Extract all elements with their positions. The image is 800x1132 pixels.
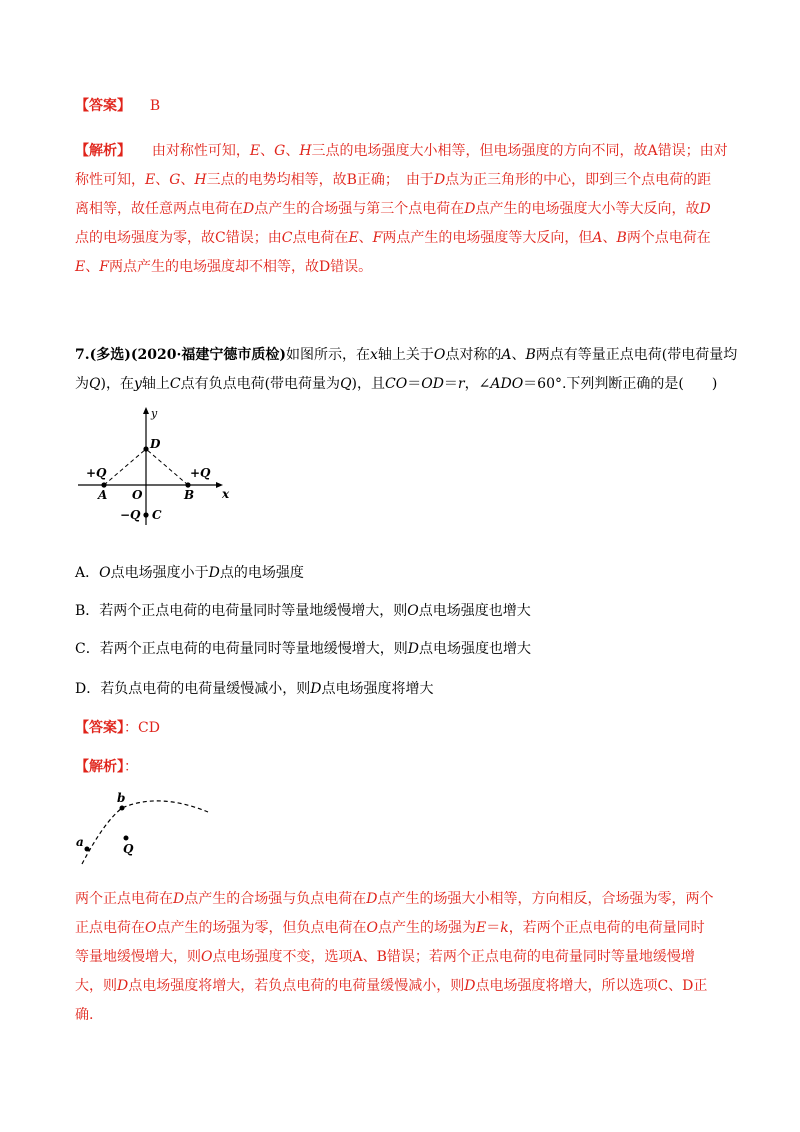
answer-label: 【答案】 [75,98,131,114]
label-B: B [184,488,195,502]
analysis-1-line-3: 点的电场强度为零，故C错误；由C点电荷在E、F两点产生的电场强度等大反向，但A、B两个点电荷在 [75,230,711,246]
label-plusQ-left: +Q [86,466,107,480]
y-axis-arrow [143,407,149,414]
analysis-label: 【解析】 [75,143,131,159]
label-A: A [98,488,108,502]
label-Q: Q [123,842,134,856]
analysis-2-header: 【解析】： [75,759,138,775]
label-O: O [132,488,143,502]
analysis-2-line-2: 等量地缓慢增大，则O点电场强度不变，选项A、B错误；若两个正点电荷的电荷量同时等量地缓慢增 [75,949,695,965]
analysis-2-line-1: 正点电荷在O点产生的场强为零，但负点电荷在O点产生的场强为E＝k，若两个正点电荷的电荷量同时 [75,920,705,936]
option-C[interactable]: C．若两个正点电荷的电荷量同时等量地缓慢增大，则D点电场强度也增大 [75,641,531,657]
answer-2-label: 【答案】 [75,720,124,736]
charge-diagram [70,405,250,535]
answer-1 [75,92,735,121]
analysis-2-line-4: 确. [75,1007,94,1023]
label-b: b [117,792,126,805]
label-C: C [152,508,162,522]
analysis-2-line-0: 两个正点电荷在D点产生的合场强与负点电荷在D点产生的场强大小相等，方向相反，合场强为零，两个 [75,891,714,907]
analysis-1-line-1: 称性可知，E、G、H三点的电势均相等，故B正确； 由于D点为正三角形的中心，即到三个点电荷的距 [75,172,712,188]
analysis-2-text [75,885,735,1030]
point-b [120,806,125,811]
point-D [143,446,148,451]
question-7-line-0: 7.(多选)(2020·福建宁德市质检)如图所示，在x轴上关于O点对称的A、B两点有等量正点电荷(带电荷量均 [75,347,738,363]
dashed-line-AD [104,449,146,485]
option-B[interactable]: B．若两个正点电荷的电荷量同时等量地缓慢增大，则O点电场强度也增大 [75,603,531,619]
analysis-2-label: 【解析】 [75,759,124,775]
answer-value: B [149,98,161,114]
trajectory-diagram [74,792,224,867]
option-D[interactable]: D．若负点电荷的电荷量缓慢减小，则D点电场强度将增大 [75,681,434,697]
question-7 [75,341,738,399]
point-A [101,482,106,487]
analysis-1-line-2: 离相等，故任意两点电荷在D点产生的合场强与第三个点电荷在D点产生的电场强度大小等大反向，故D [75,201,711,217]
option-A[interactable]: A．O点电场强度小于D点的电场强度 [75,565,304,581]
analysis-1 [75,137,735,282]
point-B [185,482,190,487]
point-C [143,512,148,517]
point-a [85,847,90,852]
label-minusQ: −Q [120,508,141,522]
question-7-line-1: 为Q)，在y轴上C点有负点电荷(带电荷量为Q)，且CO＝OD＝r，∠ADO＝60°.下列判断正确的是( ) [75,376,718,392]
dashed-line-BD [146,449,188,485]
question-tag: (多选)(2020·福建宁德市质检) [89,347,286,363]
label-a: a [76,835,84,849]
answer-2 [75,714,735,743]
label-y: y [151,407,158,420]
analysis-1-line-4: E、F两点产生的电场强度却不相等，故D错误。 [75,259,373,275]
analysis-1-line-0: 【解析】 由对称性可知，E、G、H三点的电场强度大小相等，但电场强度的方向不同，故A错误；由对 [75,143,728,159]
answer-2-value: ：CD [124,720,160,736]
label-plusQ-right: +Q [190,466,211,480]
point-Q [124,836,129,841]
label-D: D [150,437,161,451]
question-number: 7. [75,347,90,363]
analysis-2-line-3: 大，则D点电场强度将增大，若负点电荷的电荷量缓慢减小，则D点电场强度将增大，所以选项C、D正 [75,978,708,994]
trajectory-curve [82,801,208,864]
label-x: x [222,487,230,501]
